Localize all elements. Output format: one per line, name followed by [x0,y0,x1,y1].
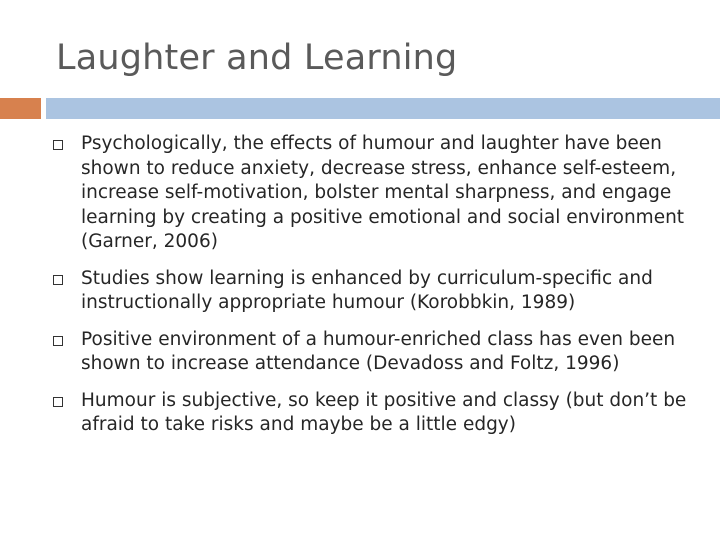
bullet-text: Positive environment of a humour-enriched class has even been shown to increase attendance (Devadoss and Foltz, 1996) [81,328,676,374]
accent-bar [0,98,41,119]
bullet-item [50,267,690,316]
bullet-item [50,389,690,438]
square-bullet-icon [53,140,63,150]
bullet-list [50,132,690,450]
bullet-item [50,328,690,377]
square-bullet-icon [53,397,63,407]
bullet-item [50,132,690,255]
bullet-text: Psychologically, the effects of humour and laughter have been shown to reduce anxiety, decrease stress, enhance self-esteem, increase self-motivation, bolster mental sharpness, and engage learning by creating a positive emotional and social environment (Garner, 2006) [81,133,685,252]
slide-title: Laughter and Learning [56,38,458,78]
bullet-text: Studies show learning is enhanced by curriculum-specific and instructionally appropriate humour (Korobbkin, 1989) [81,267,653,313]
square-bullet-icon [53,336,63,346]
square-bullet-icon [53,275,63,285]
bullet-text: Humour is subjective, so keep it positive and classy (but don’t be afraid to take risks and maybe be a little edgy) [81,389,687,435]
title-underline-bar [46,98,720,119]
